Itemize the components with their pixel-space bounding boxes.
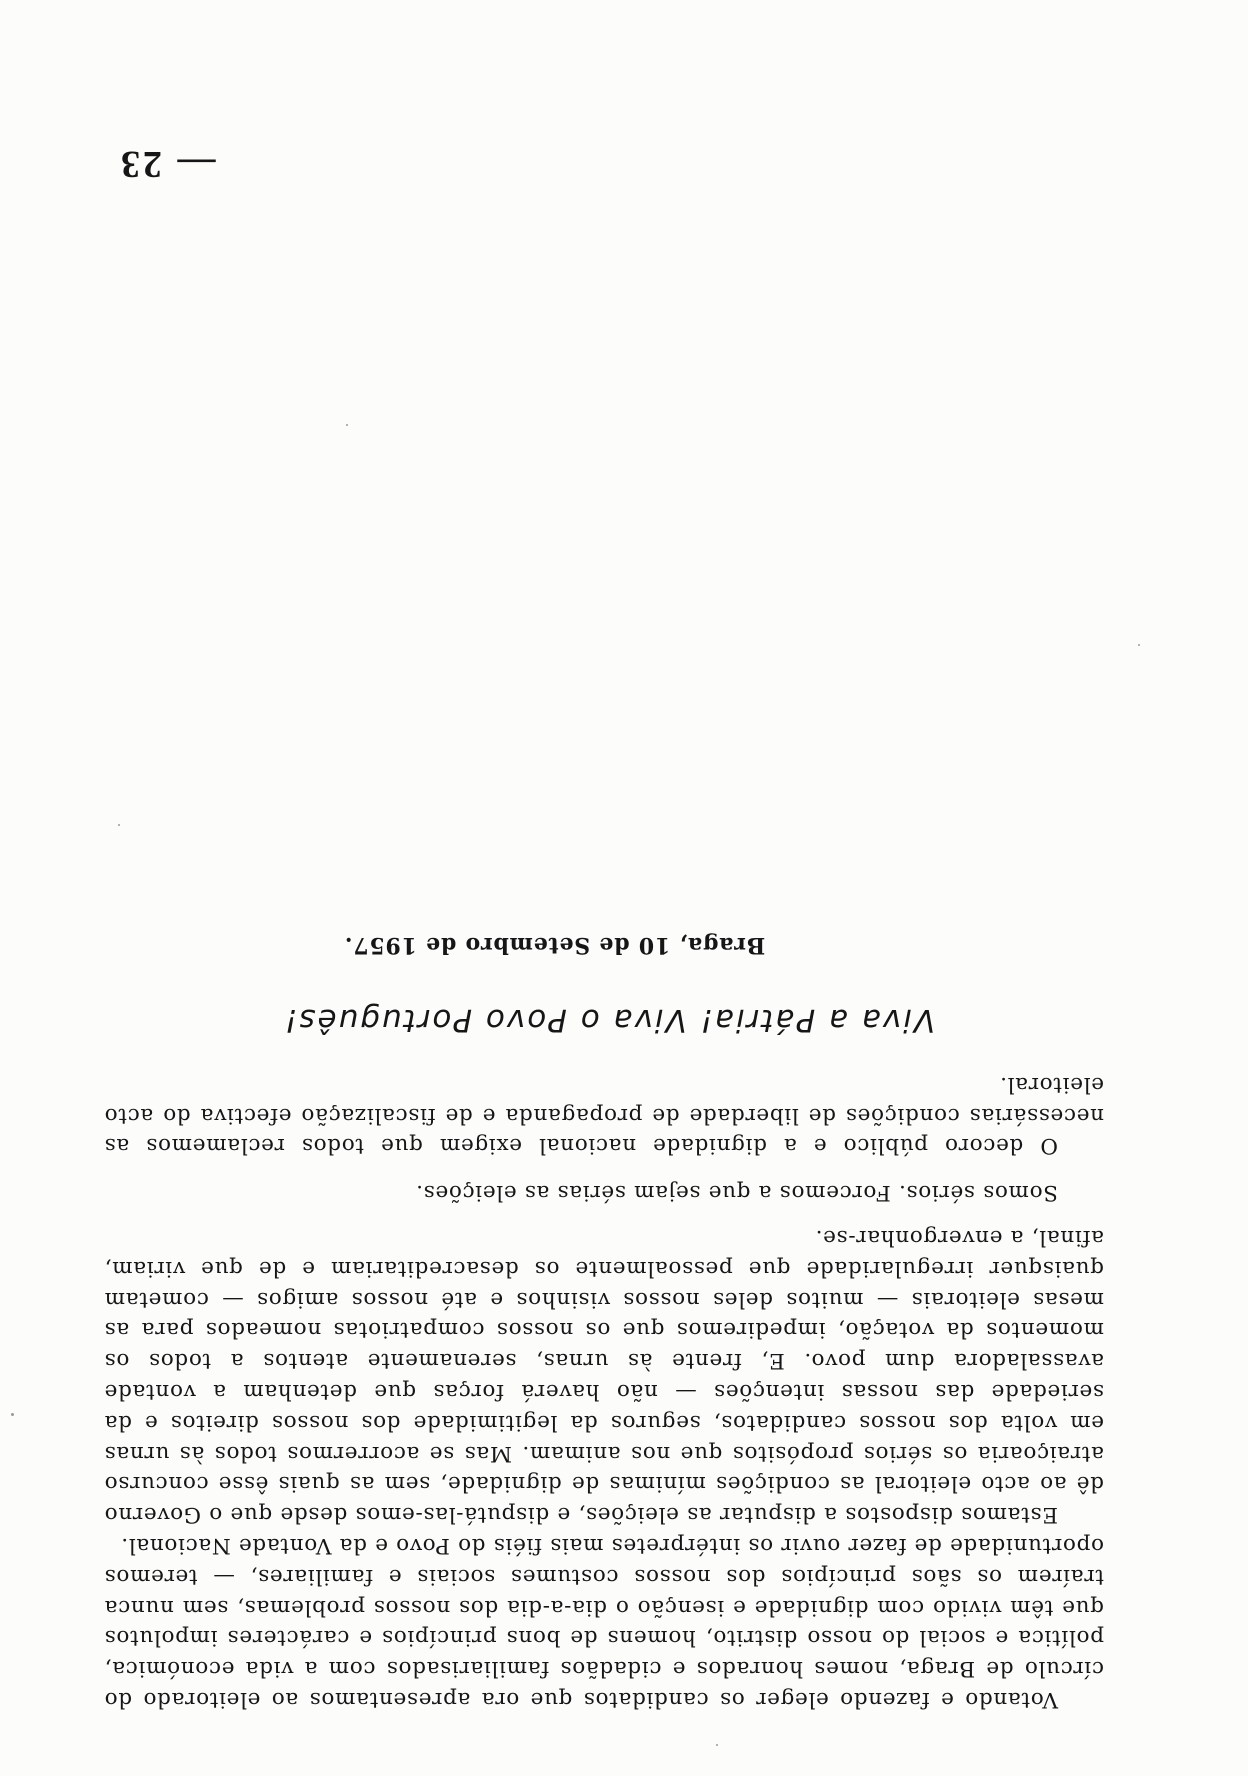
scan-speck (716, 1744, 718, 1746)
scan-speck (346, 424, 348, 426)
scan-speck (118, 824, 120, 826)
place-and-date: Braga, 10 de Setembro de 1957. (344, 932, 766, 959)
scan-speck (1138, 644, 1140, 646)
page-number: — 23 (118, 143, 216, 185)
closing-cry: Viva a Pátria! Viva o Povo Português! (282, 1002, 936, 1039)
paragraph-somos-serios: Somos sérios. Forcemos a que sejam sérias as eleições. (415, 1180, 1058, 1206)
paragraph-votando: Votando e fazendo eleger os candidatos que ora apresentamos ao eleitorado do círculo de Braga, nomes honrados e cidadãos familiarisados com a vida económica, política e social do nosso distrito, homens de bons princípios e carácteres impolutos que têm vivido com dignidade e isenção o dia-a-dia dos nossos problemas, sem nunca traírem os sãos princípios dos nossos costumes sociais e familiares, — teremos oportunidade de fazer ouvir os intérpretes mais fiéis do Povo e da Vontade Nacional. (104, 1533, 1104, 1712)
page-body (104, 929, 1104, 1714)
paragraph-estamos-dispostos: Estamos dispostos a disputar as eleições, e disputá-las-emos desde que o Governo dê ao acto eleitoral as condições mínimas de dignidade, sem as quais êsse concurso atraiçoaria os sérios propósitos que nos animam. Mas se acorrermos todos às urnas em volta dos nossos candidatos, seguros da legitimidade dos nossos direitos e da seriedade das nossas intenções — não haverá forças que detenham a vontade avassaladora dum povo. E, frente às urnas, serenamente atentos a todos os momentos da votação, impediremos que os nossos compatriotas nomeados para as mesas eleitorais — muitos deles nossos visinhos e até nossos amigos — cometam quaisquer irregularidade que pessoalmente os desacreditariam e de que viriam, afinal, a envergonhar-se. (104, 1225, 1104, 1528)
scan-speck (11, 1413, 14, 1416)
paragraph-decoro-publico: O decoro público e a dignidade nacional exigem que todos reclamemos as necessárias condições de liberdade de propaganda e de fiscalização efectiva do acto eleitoral. (104, 1071, 1104, 1159)
